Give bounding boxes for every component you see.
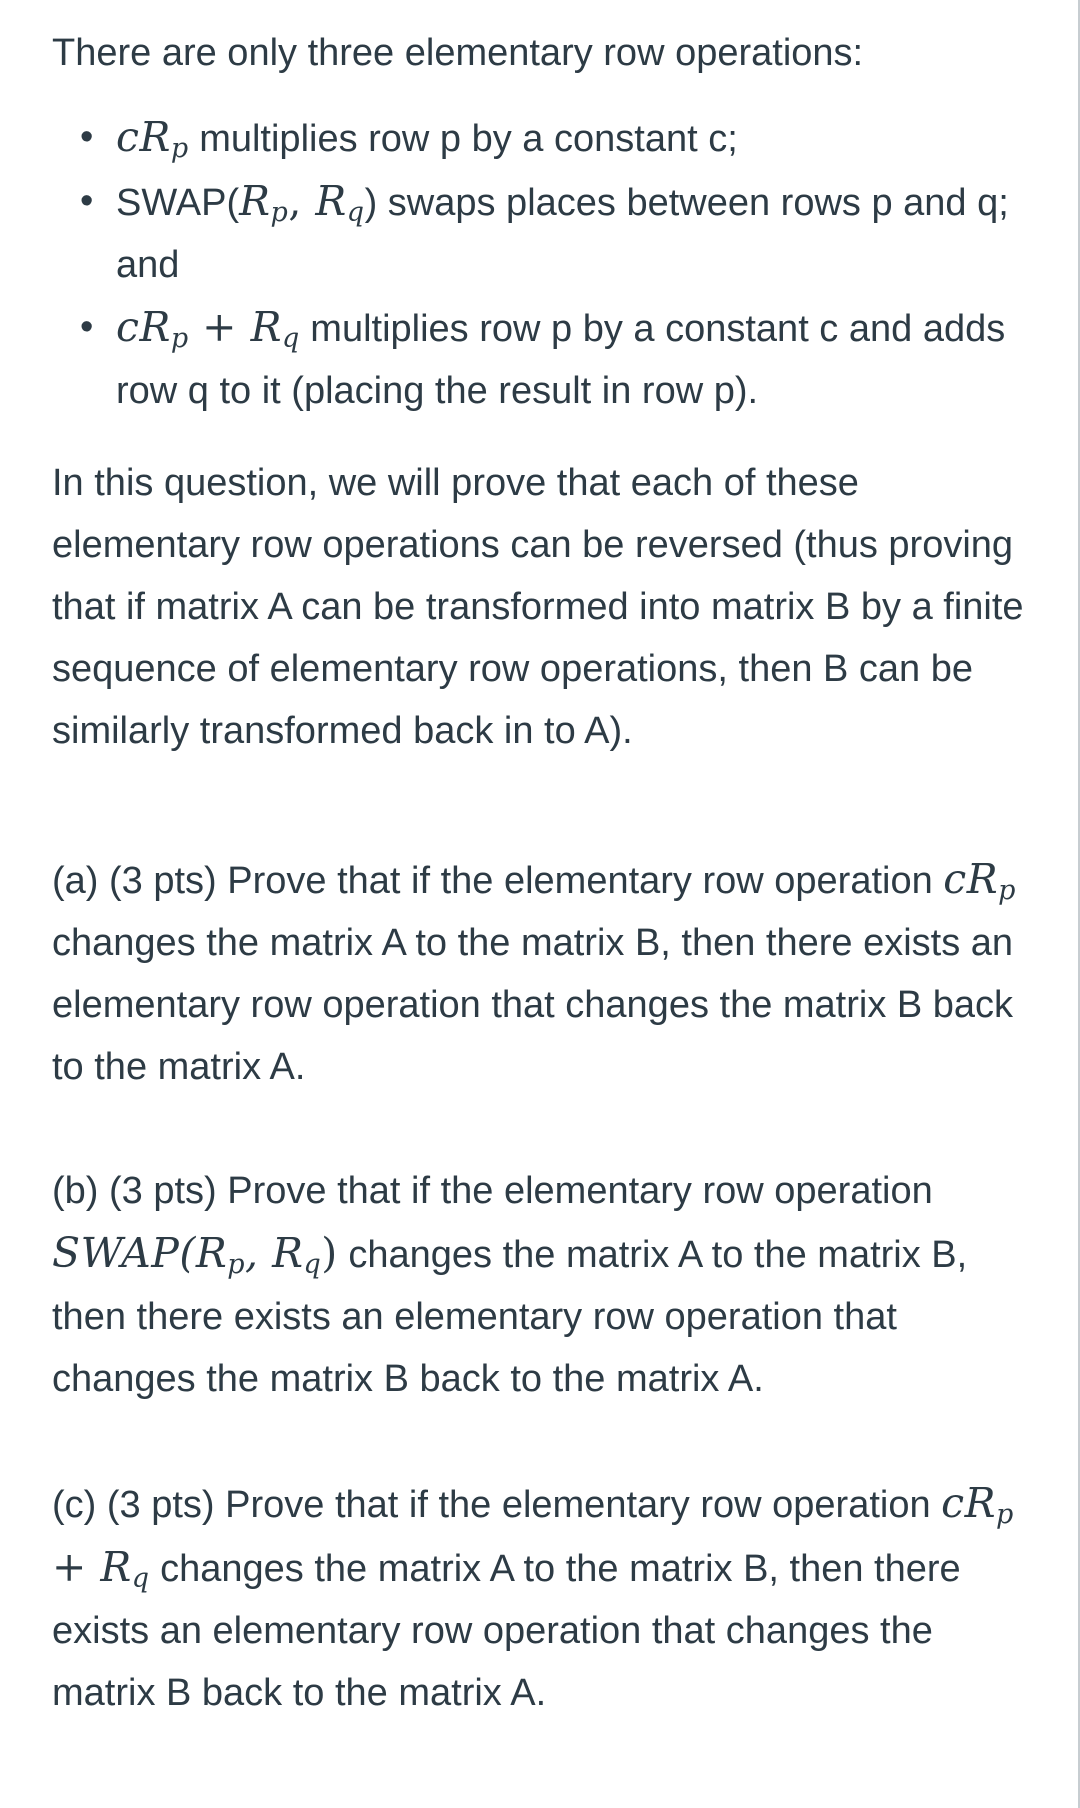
operation-description: multiplies row p by a constant c and adds row q to it (placing the result in row p).: [116, 308, 1006, 412]
row-operations-list: [52, 106, 1076, 422]
math-expression: $cR_p + R_q$: [116, 303, 300, 354]
question-part-c: (c) (3 pts) Prove that if the elementary row operation $cR_p + R_q$ changes the matrix A to the matrix B, then there exists an elementary row operation that changes the matrix B back to the matrix A.: [52, 1479, 1014, 1714]
list-item: [116, 106, 1056, 170]
question-part-a: (a) (3 pts) Prove that if the elementary row operation $cR_p$ changes the matrix A to the matrix B, then there exists an elementary row operation that changes the matrix B back to the matrix A.: [52, 855, 1016, 1088]
question-part-b: (b) (3 pts) Prove that if the elementary row operation $SWAP(R_p$, $R_q$) changes the matrix A to the matrix B, then there exists an elementary row operation that changes the matrix B back to the matrix A.: [52, 1170, 968, 1400]
list-item: [116, 170, 1056, 296]
math-expression: $cR_p + R_q$: [52, 1479, 1014, 1594]
math-expression: $cR_p$: [116, 113, 189, 164]
operation-prefix: SWAP(: [116, 182, 240, 224]
explanation-paragraph: In this question, we will prove that each of these elementary row operations can be reversed (thus proving that if matrix A can be transformed into matrix B by a finite sequence of elementary row operations, then B can be similarly transformed back in to A).: [52, 462, 1024, 752]
operation-description: ) swaps places between rows p and q; and: [116, 182, 1009, 286]
math-expression: $R_p$, $R_q$: [239, 177, 365, 228]
math-expression: $cR_p$: [943, 855, 1016, 906]
intro-text: There are only three elementary row operations:: [52, 32, 864, 74]
math-expression: $SWAP(R_p$, $R_q$): [52, 1229, 338, 1280]
operation-description: multiplies row p by a constant c;: [188, 118, 738, 160]
list-item: [116, 296, 1056, 422]
